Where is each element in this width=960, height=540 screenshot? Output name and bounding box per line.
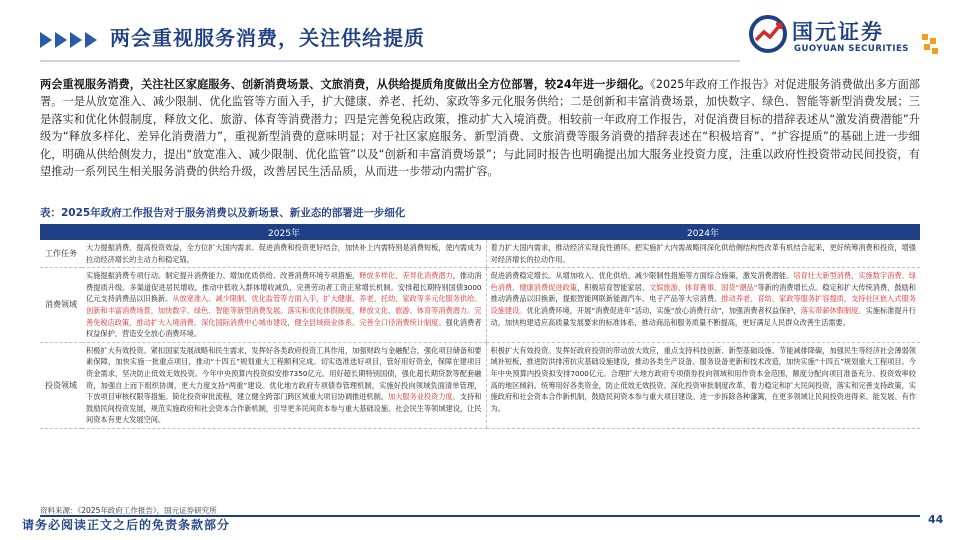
guoyuan-logo-icon [748, 14, 788, 54]
page-header [0, 0, 960, 74]
highlight-text: 加大服务业投资力度。 [388, 392, 460, 402]
row-label-investment: 投资领域 [40, 342, 82, 428]
summary-paragraph [40, 76, 920, 180]
company-logo [748, 14, 918, 60]
summary-lead: 两会重视服务消费，关注社区家庭服务、创新消费场景、文旅消费，从供给提质角度做出全方位部署，较24年进一步细化。 [40, 78, 651, 91]
text-segment: 强化消费者权益保护，营造安全放心消费环境。 [86, 317, 482, 339]
cell-2024-tasks: 着力扩大国内需求，推动经济实现良性循环。把实施扩大内需战略同深化供给侧结构性改革有机结合起来，更好统筹消费和投资，增强对经济增长的拉动作用。 [486, 240, 920, 268]
text-segment: 等新的消费增长点。稳定和扩大传统消费，鼓励和推动消费品以旧换新，提振智能网联新能源汽车、电子产品等大宗消费。 [490, 282, 916, 304]
title-underline [40, 60, 740, 62]
table-row [40, 240, 920, 268]
text-segment: 实施提振消费专项行动。制定提升消费能力、增加优质供给、改善消费环境专项措施， [86, 271, 360, 281]
text-segment: 积极扩大有效投资。紧扣国家发展战略和民生需求，发挥好各类政府投资工具作用，加强财政与金融配合，强化项目储备和要素保障，加快实施一批重点项目，推动“十四五”规划重大工程顺利完成。切实选准选好项目，管好用好资金，保障在建项目资金需求，坚决防止低效无效投资。今年中央预算内投资拟安排7350亿元。用好超长期特别国债，强化超长期贷款等配套融资，加强自上而下组织协调，更大力度支持“两重”建设。优化地方政府专项债券管理机制，实施好投向领域负面清单管理，下放项目审核权限等措施。简化投资审批流程，建立健全跨部门跨区域重大项目协调推进机制。 [86, 345, 482, 402]
page-number: 44 [928, 513, 944, 526]
row-label-tasks: 工作任务 [40, 240, 82, 268]
table-row [40, 268, 920, 343]
cell-2025-tasks: 大力提振消费、提高投资效益，全方位扩大国内需求。促进消费和投资更好结合，加快补上内需特别是消费短板，使内需成为拉动经济增长的主动力和稳定锚。 [82, 240, 486, 268]
page-title: 两会重视服务消费，关注供给提质 [110, 26, 425, 50]
text-segment: ，推动消费提质升级。多渠道促进居民增收，推动中低收入群体增收减负，完善劳动者工资正常增长机制。安排超长期特别国债3000亿元支持消费品以旧换新。 [86, 271, 482, 304]
source-note: 资料来源：《2025年政府工作报告》，国元证券研究所 [40, 506, 217, 515]
corner-bars-icon [920, 32, 944, 56]
cell-2024-consumption [486, 268, 920, 343]
cell-2024-investment: 积极扩大有效投资。发挥好政府投资的带动放大效应，重点支持科技创新、新型基础设施、节能减排降碳，加强民生等经济社会薄弱领域补短板，推进防洪排涝抗灾基础设施建设，推动各类生产设备、服务设备更新和技术改造，加快实施“十四五”规划重大工程项目。今年中央预算内投资拟安排7000亿元。合理扩大地方政府专项债券投向领域和用作资本金范围，额度分配向项目准备充分、投资效率较高的地区倾斜。统筹用好各类资金，防止低效无效投资。深化投资审批制度改革，着力稳定和扩大民间投资，落实和完善支持政策，实施政府和社会资本合作新机制，鼓励民间资本参与重大项目建设。进一步拆除各种藩篱，在更多领域让民间投资进得来、能发展、有作为。 [486, 342, 920, 428]
column-header-2025: 2025年 [82, 224, 486, 240]
highlight-text: 从放宽准入、减少限制、优化监管等方面入手，扩大健康、养老、托幼、家政等多元化服务供给。创新和丰富消费场景，加快数字、绿色、智能等新型消费发展。落实和优化休假制度，释放文化、旅游、体育等消费潜力。完善免税店政策，推动扩大入境消费。深化国际消费中心城市建设，健全县域商业体系。完善全口径消费统计制度。 [86, 294, 482, 327]
text-segment: ，积极培育智能家居、 [576, 282, 650, 292]
column-header-2024: 2024年 [486, 224, 920, 240]
table-header-row [40, 224, 920, 240]
highlight-text: 释放多样化、差异化消费潜力 [359, 271, 453, 281]
cell-2025-consumption [82, 268, 486, 343]
logo-chinese-name: 国元证券 [792, 20, 884, 44]
policy-comparison-table [40, 224, 920, 429]
text-segment: 实施标准提升行动，加快构建适应高质量发展要求的标准体系，推动商品和服务质量不断提高，更好满足人民群众改善生活需要。 [490, 305, 916, 327]
highlight-text: 文娱旅游、体育赛事、国货“潮品” [649, 282, 758, 292]
highlight-text: 培育壮大新型消费，实施数字消费、绿色消费、健康消费促进政策 [490, 271, 916, 292]
text-segment: 支持和鼓励民间投资发展，规范实施政府和社会资本合作新机制，引导更多民间资本参与重大基础设施、社会民生等领域建设，让民间资本有更大发展空间。 [86, 392, 482, 425]
logo-english-name: GUOYUAN SECURITIES [794, 44, 909, 54]
row-label-consumption: 消费领域 [40, 268, 82, 343]
text-segment: 促进消费稳定增长。从增加收入、优化供给、减少限制性措施等方面综合施策，激发消费潜能。 [490, 271, 794, 281]
table-corner-cell [40, 224, 82, 240]
disclaimer-link[interactable]: 请务必阅读正文之后的免责条款部分 [22, 518, 231, 532]
cell-2025-investment [82, 342, 486, 428]
highlight-text: 落实带薪休假制度。 [800, 305, 866, 315]
text-segment: 优化消费环境，开展“消费促进年”活动，实施“放心消费行动”，加强消费者权益保护， [526, 305, 801, 315]
summary-body: 《2025年政府工作报告》对促进服务消费做出多方面部署。一是从放宽准入、减少限制、优化监管等方面入手，扩大健康、养老、托幼、家政等多元化服务供给；二是创新和丰富消费场景，加快数字、绿色、智能等新型消费发展；三是落实和优化休假制度，释放文化、旅游、体育等消费潜力；四是完善免税店政策，推动扩大入境消费。相较前一年政府工作报告，对促消费目标的措辞表述从“激发消费潜能”升级为“释放多样化、差异化消费潜力”，重视新型消费的意味明显；对于社区家庭服务、新型消费、文旅消费等服务消费的措辞表述在“积极培育”、“扩容提质”的基础上进一步细化，明确从供给侧发力，提出“放宽准入、减少限制、优化监管”以及“创新和丰富消费场景”；与此同时报告也明确提出加大服务业投资力度，注重以政府性投资带动民间投资，有望推动一系列民生相关服务消费的供给升级，改善居民生活品质，从而进一步带动内需扩容。 [40, 78, 920, 179]
chevron-decoration-icon [40, 32, 97, 48]
table-row [40, 342, 920, 428]
table-caption: 表：2025年政府工作报告对于服务消费以及新场景、新业态的部署进一步细化 [40, 207, 406, 219]
highlight-text: 推动养老、育幼、家政等服务扩容提质，支持社区嵌入式服务设施建设。 [490, 294, 916, 315]
